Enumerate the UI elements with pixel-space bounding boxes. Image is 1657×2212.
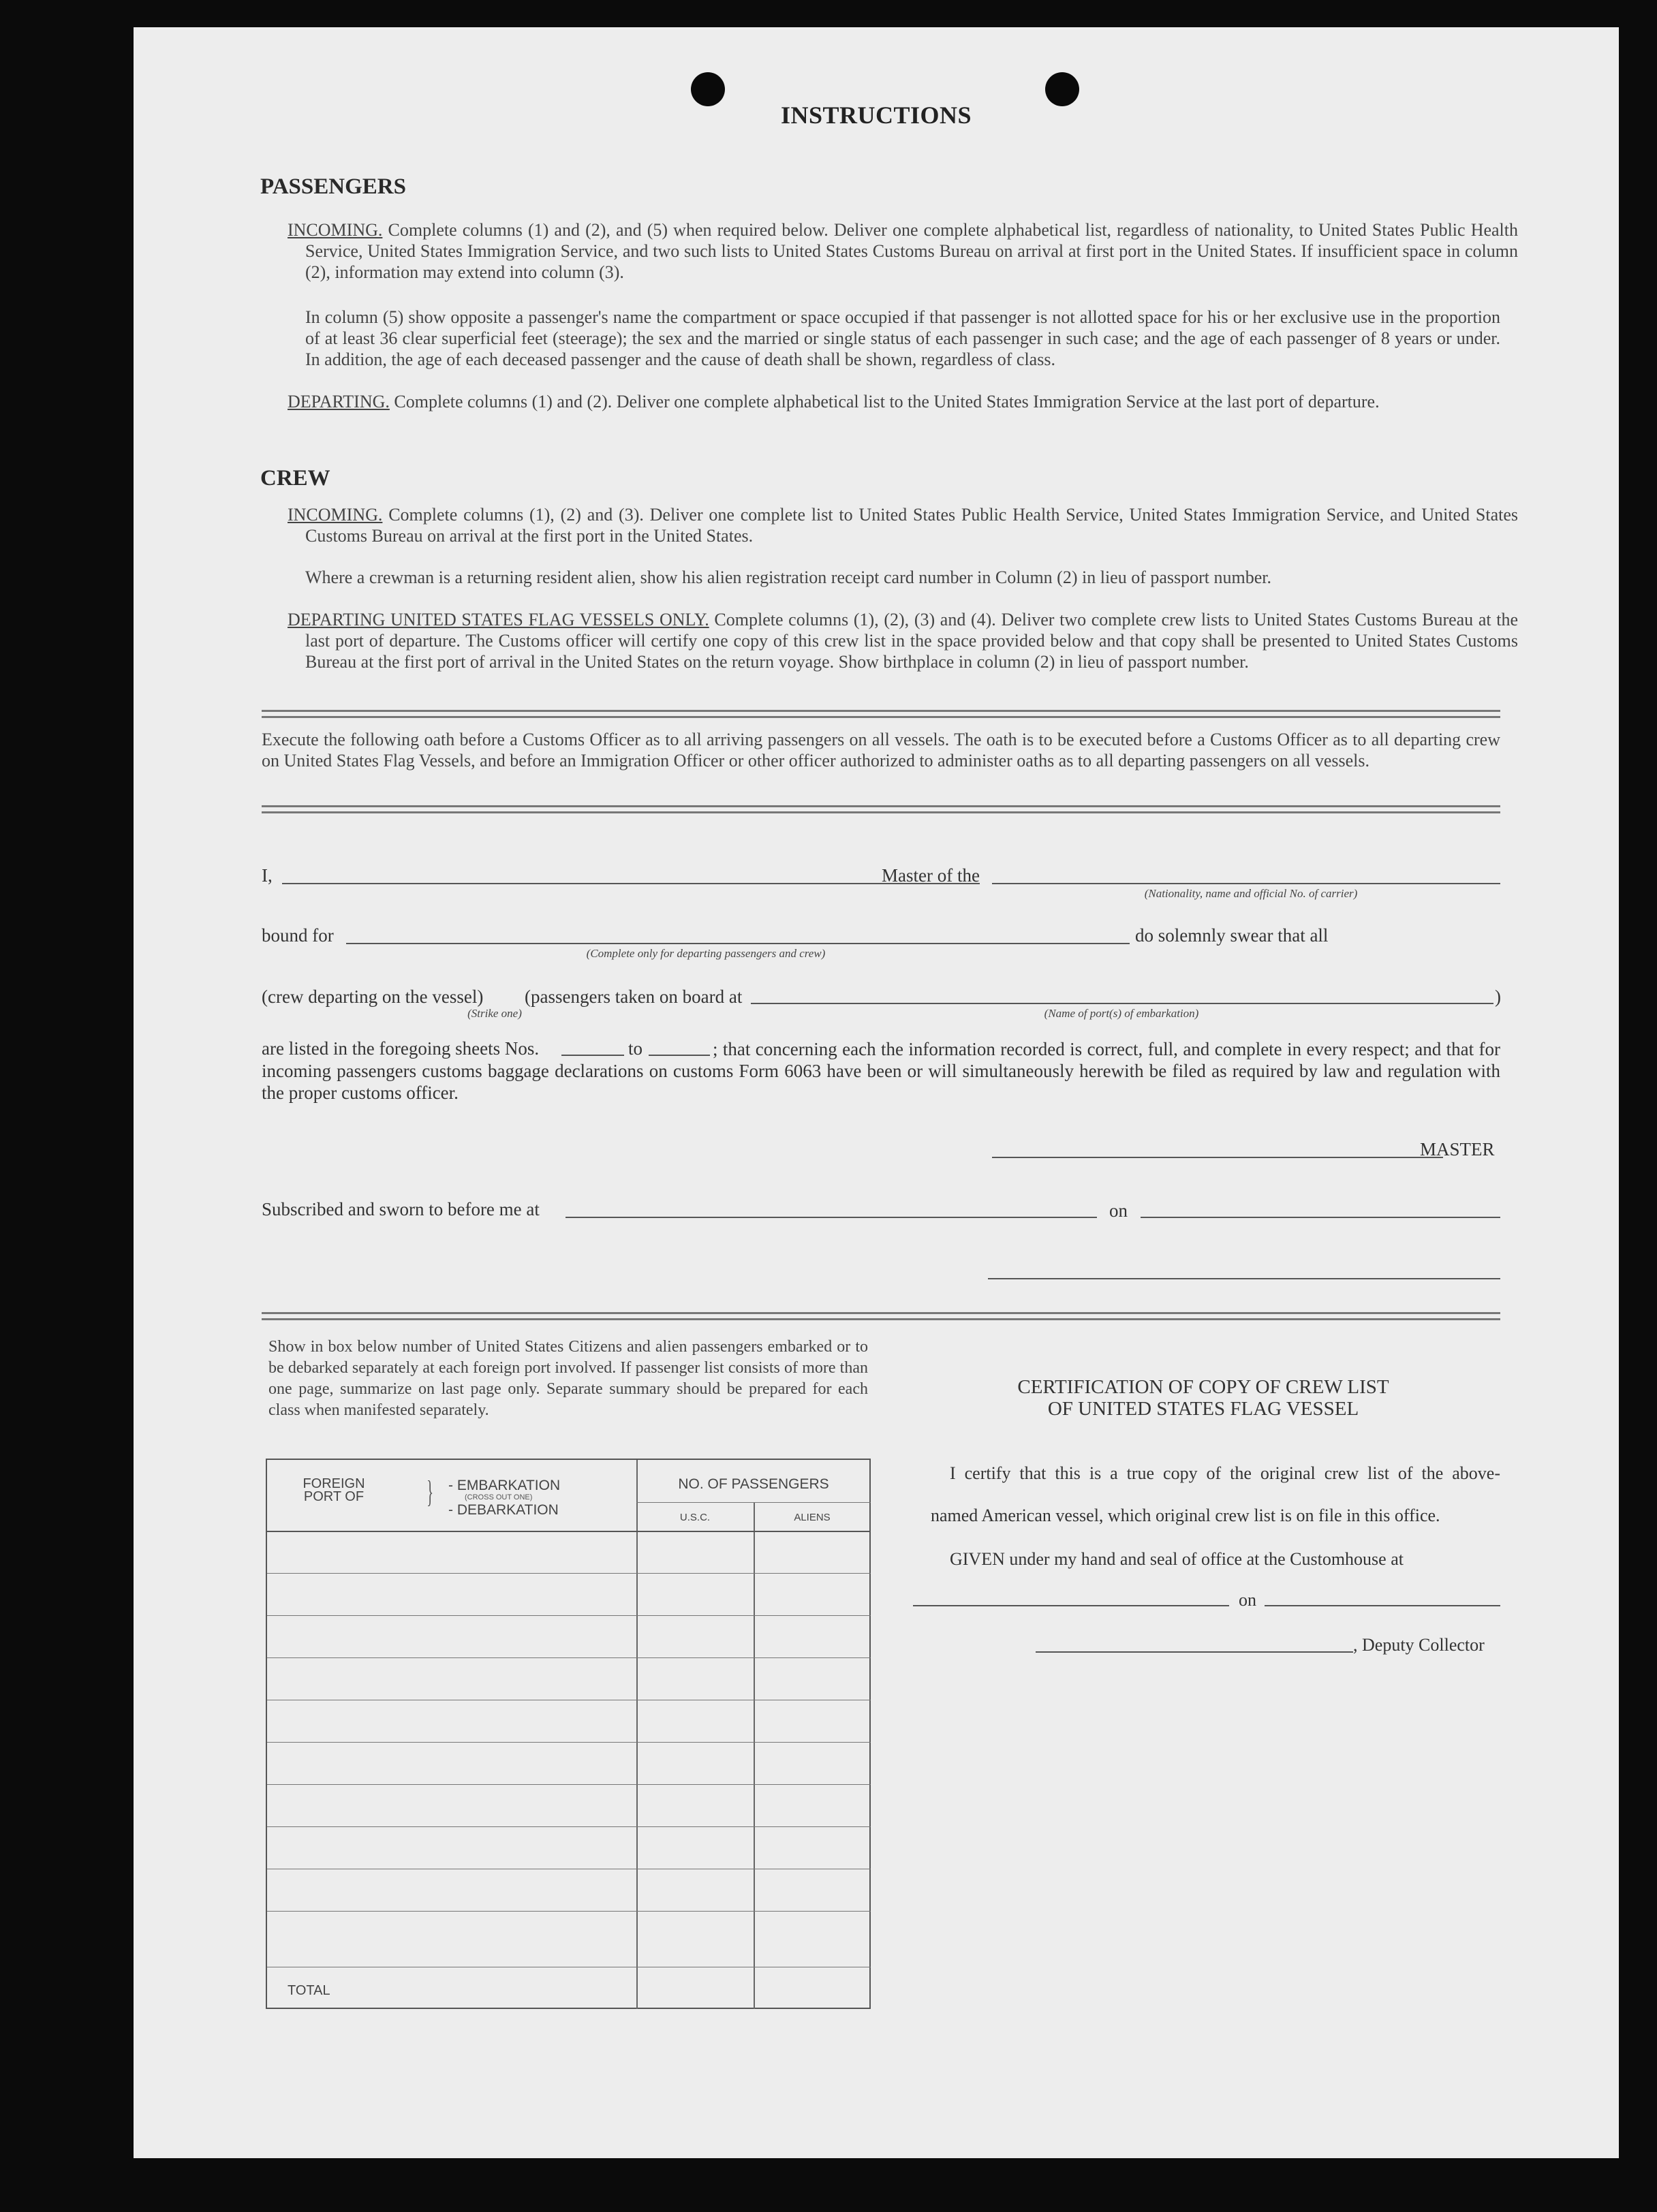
nationality-caption: (Nationality, name and official No. of carrier): [1144, 887, 1358, 900]
double-rule-1: [262, 710, 1500, 718]
close-paren: ): [1495, 986, 1501, 1007]
foreign-port-of-header: FOREIGN PORT OF: [303, 1476, 365, 1504]
ports-of-embarkation-line[interactable]: [751, 1003, 1493, 1004]
passengers-incoming-text: Complete columns (1) and (2), and (5) when required below. Deliver one complete alphabetical list, regardless of nationality, to United States Public Health Service, United States Immigration Service, and two such lists to United States Customs Bureau on arrival at first port in the United States. If insufficient space in column (2), information may extend into column (3).: [305, 220, 1519, 282]
deputy-collector-label: , Deputy Collector: [1353, 1635, 1485, 1655]
given-line: GIVEN under my hand and seal of office at the Customhouse at: [950, 1549, 1404, 1569]
total-label: TOTAL: [288, 1983, 330, 1998]
certification-date-line[interactable]: [1265, 1605, 1500, 1606]
form-sheet: [134, 27, 1619, 2158]
passengers-heading: PASSENGERS: [260, 174, 406, 199]
sworn-place-line[interactable]: [566, 1217, 1097, 1218]
sworn-on-label: on: [1109, 1200, 1128, 1221]
bound-for-label: bound for: [262, 925, 334, 946]
double-rule-3: [262, 1312, 1500, 1320]
cross-out-one-label: (CROSS OUT ONE): [465, 1493, 533, 1501]
crew-incoming-label: INCOMING.: [288, 505, 383, 525]
master-name-line[interactable]: [282, 883, 980, 884]
table-row: [267, 1784, 871, 1785]
ports-caption: (Name of port(s) of embarkation): [1044, 1007, 1199, 1020]
master-of-the-label: Master of the: [882, 865, 980, 886]
table-subheader-line: [636, 1502, 871, 1503]
crew-resident-paragraph: Where a crewman is a returning resident alien, show his alien registration receipt card number in Column (2) in lieu of passport number.: [305, 567, 1272, 587]
crew-departing-paragraph: [288, 609, 1518, 672]
table-row: [267, 1657, 871, 1658]
passengers-departing-paragraph: [288, 391, 1518, 412]
certify-line-2: named American vessel, which original crew list is on file in this office.: [931, 1506, 1440, 1525]
double-rule-2: [262, 805, 1500, 813]
subscribed-label: Subscribed and sworn to before me at: [262, 1199, 540, 1219]
table-row: [267, 1742, 871, 1743]
table-row: [267, 1911, 871, 1912]
no-of-passengers-header: NO. OF PASSENGERS: [678, 1476, 829, 1492]
summary-instructions: Show in box below number of United States Citizens and alien passengers embarked or to be debarked separately at each foreign port involved. If passenger list consists of more than one page, summarize on last page only. Separate summary should be prepared for each class when manifested separately.: [268, 1338, 868, 1419]
certification-on-label: on: [1239, 1590, 1256, 1610]
solemnly-swear-text: do solemnly swear that all: [1135, 925, 1329, 946]
passengers-departing-label: DEPARTING.: [288, 392, 390, 411]
usc-header: U.S.C.: [679, 1512, 711, 1523]
sheets-nos-label: are listed in the foregoing sheets Nos.: [262, 1038, 540, 1059]
customhouse-place-line[interactable]: [913, 1605, 1229, 1606]
sworn-date-line[interactable]: [1141, 1217, 1500, 1218]
brace-symbol: }: [427, 1474, 434, 1509]
table-row: [267, 1615, 871, 1616]
table-col-divider-2: [754, 1502, 755, 2009]
complete-only-caption: (Complete only for departing passengers and crew): [586, 947, 826, 960]
table-header-line: [267, 1531, 871, 1532]
page-title: INSTRUCTIONS: [780, 102, 972, 129]
crew-departing-label: DEPARTING UNITED STATES FLAG VESSELS ONLY.: [288, 610, 709, 629]
strike-one-caption: (Strike one): [467, 1007, 522, 1020]
passengers-taken-option[interactable]: (passengers taken on board at: [525, 986, 743, 1007]
crew-departing-text: Complete columns (1), (2), (3) and (4). Deliver two complete crew lists to United States Customs Bureau at the last port of departure. The Customs officer will certify one copy of this crew list in the space provided below and that copy shall be presented to United States Customs Bureau at the first port of arrival in the United States on the return voyage. Show birthplace in column (2) in lieu of passport number.: [305, 610, 1519, 672]
sheets-statement: ; that concerning each the information recorded is correct, full, and complete in every respect; and that for incoming passengers customs baggage declarations on customs Form 6063 have been or will simultaneously herewith be filed as required by law and regulation with the proper customs officer.: [262, 1039, 1500, 1103]
officer-signature-line[interactable]: [988, 1278, 1500, 1279]
aliens-header: ALIENS: [794, 1512, 831, 1523]
certification-heading: [985, 1376, 1421, 1420]
passengers-incoming-label: INCOMING.: [288, 220, 383, 240]
deputy-collector-signature-line[interactable]: [1036, 1651, 1353, 1653]
debarkation-label: - DEBARKATION: [448, 1502, 559, 1518]
table-row: [267, 1826, 871, 1827]
sheets-to-label: to: [628, 1038, 643, 1059]
certification-heading-line1: CERTIFICATION OF COPY OF CREW LIST: [1017, 1376, 1389, 1398]
passengers-column5-paragraph: In column (5) show opposite a passenger's name the compartment or space occupied if that passenger is not allotted space for his or her exclusive use in the proportion of at least 36 clear superficial feet (steerage); the sex and the married or single status of each passenger in such case; and the age of each passenger of 8 years or under. In addition, the age of each deceased passenger and the cause of death shall be shown, regardless of class.: [305, 307, 1500, 369]
oath-i-label: I,: [262, 865, 273, 886]
certify-line-1: I certify that this is a true copy of the original crew list of the above-: [950, 1463, 1500, 1483]
crew-incoming-paragraph: [288, 504, 1518, 546]
passengers-incoming-paragraph: [288, 219, 1518, 283]
table-col-divider-1: [636, 1460, 638, 2009]
bound-for-line[interactable]: [346, 943, 1130, 944]
crew-heading: CREW: [260, 466, 330, 490]
master-signature-line[interactable]: [992, 1157, 1443, 1158]
crew-departing-option[interactable]: (crew departing on the vessel): [262, 986, 484, 1007]
table-row: [267, 1573, 871, 1574]
passenger-summary-table: [266, 1459, 871, 2009]
crew-incoming-text: Complete columns (1), (2) and (3). Deliver one complete list to United States Public Health Service, United States Immigration Service, and United States Customs Bureau on arrival at the first port in the United States.: [305, 505, 1518, 546]
master-label: MASTER: [1420, 1139, 1495, 1159]
oath-instructions: Execute the following oath before a Customs Officer as to all arriving passengers on all vessels. The oath is to be executed before a Customs Officer as to all departing crew on United States Flag Vessels, and before an Immigration Officer or other officer authorized to administer oaths as to all departing passengers on all vessels.: [262, 730, 1500, 770]
embarkation-label: - EMBARKATION: [448, 1478, 561, 1493]
certification-heading-line2: OF UNITED STATES FLAG VESSEL: [1047, 1398, 1359, 1420]
carrier-line[interactable]: [992, 883, 1500, 884]
passengers-departing-text: Complete columns (1) and (2). Deliver one complete alphabetical list to the United States Immigration Service at the last port of departure.: [394, 392, 1380, 411]
